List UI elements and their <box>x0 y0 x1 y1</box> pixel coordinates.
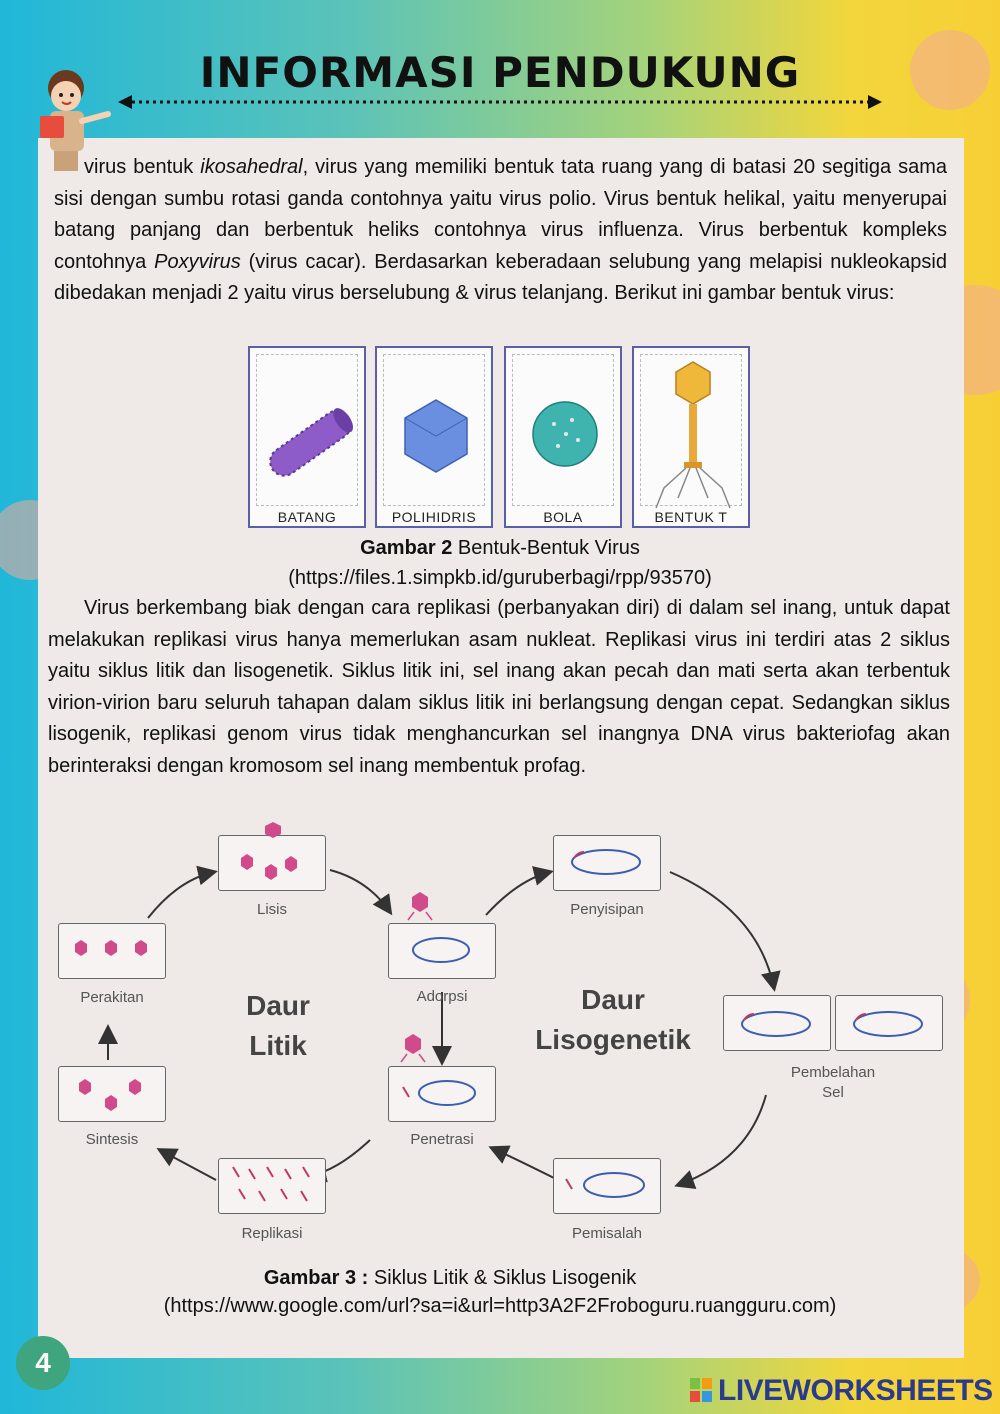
figure3-source: (https://www.google.com/url?sa=i&url=http3A2F2Froboguru.ruangguru.com) <box>163 1295 837 1317</box>
figure3-caption: Gambar 3 : Siklus Litik & Siklus Lisogenik <box>263 1267 637 1289</box>
intro-paragraph: virus bentuk ikosahedral, virus yang memiliki bentuk tata ruang yang di batasi 20 segitiga sama sisi dengan sumbu rotasi ganda contohnya yaitu virus polio. Virus bentuk helikal, yaitu menyerupai batang panjang dan berbentuk heliks contohnya virus influenza. Virus berbentuk kompleks contohnya Poxyvirus (virus cacar). Berdasarkan keberadaan selubung yang melapisi nukleokapsid dibedakan menjadi 2 yaitu virus berselubung & virus telanjang. Berikut ini gambar bentuk virus: <box>54 156 947 304</box>
label-pemisalah: Pemisalah <box>571 1225 643 1242</box>
virus-card-polihidris <box>375 346 493 528</box>
virus-card-batang <box>248 346 366 528</box>
page-number-badge: 4 <box>16 1336 70 1390</box>
virus-card-bola <box>504 346 622 528</box>
spherical-virus-icon <box>506 348 624 530</box>
daur-litik-title: Daur Litik <box>246 990 310 1061</box>
cell-perakitan <box>58 923 166 979</box>
label-lisis: Lisis <box>256 901 287 918</box>
virus-label: BOLA <box>543 509 583 525</box>
virus-label: BATANG <box>277 509 337 525</box>
virus-card-bentuk-t <box>632 346 750 528</box>
label-penyisipan: Penyisipan <box>570 901 644 918</box>
daur-lisogenetik-title: Daur Lisogenetik <box>535 984 691 1055</box>
assembled-phages-icon <box>59 924 164 977</box>
cell-adorpsi <box>388 923 496 979</box>
liveworksheets-logo <box>690 1372 993 1408</box>
label-adorpsi: Adorpsi <box>416 988 468 1005</box>
label-pembelahan-sel: Pembelahan Sel <box>790 1064 876 1101</box>
released-phage-icon <box>243 820 303 842</box>
cell-penetrasi <box>388 1066 496 1122</box>
liveworksheets-icon <box>690 1378 712 1402</box>
attaching-phage-icon <box>400 890 440 922</box>
phage-cluster-icon <box>219 836 324 889</box>
polyhedral-virus-icon <box>377 348 495 530</box>
label-sintesis: Sintesis <box>85 1131 139 1148</box>
title-underline-arrow <box>118 92 882 112</box>
replication-paragraph: Virus berkembang biak dengan cara replikasi (perbanyakan diri) di dalam sel inang, untuk dapat melakukan replikasi virus hanya memerlukan asam nukleat. Replikasi virus ini terdiri atas 2 siklus yaitu siklus litik dan lisogenetik. Siklus litik ini, sel inang akan pecah dan mati serta akan terbentuk virion-virion baru seluruh tahapan dalam siklus litik ini berlangsung dengan cepat. Sedangkan siklus lisogenik, replikasi genom virus tidak menghancurkan sel inangnya DNA virus bakteriofag akan berinteraksi dengan kromosom sel inang membentuk profag. <box>48 597 950 777</box>
cell-pembelahan-2 <box>835 995 943 1051</box>
synthesized-parts-icon <box>59 1067 164 1120</box>
figure2-source: (https://files.1.simpkb.id/guruberbagi/rpp/93570) <box>288 567 712 589</box>
page-title: INFORMASI PENDUKUNG <box>199 48 801 97</box>
host-dna-ellipse <box>413 938 469 962</box>
label-perakitan: Perakitan <box>80 989 144 1006</box>
liveworksheets-text: LIVEWORKSHEETS <box>718 1374 993 1407</box>
cell-lisis <box>218 835 326 891</box>
virus-label: BENTUK T <box>654 509 728 525</box>
cell-replikasi <box>218 1158 326 1214</box>
label-replikasi: Replikasi <box>241 1225 303 1242</box>
replicated-dna-icon <box>219 1159 324 1212</box>
cell-sintesis <box>58 1066 166 1122</box>
virus-label: POLIHIDRIS <box>391 509 477 525</box>
label-penetrasi: Penetrasi <box>410 1131 474 1148</box>
injecting-phage-icon <box>393 1032 433 1064</box>
cell-penyisipan <box>553 835 661 891</box>
cell-pemisalah <box>553 1158 661 1214</box>
rod-virus-icon <box>250 348 368 530</box>
lytic-lysogenic-cycle-diagram <box>38 820 964 1260</box>
figure2-caption: Gambar 2 Bentuk-Bentuk Virus <box>360 537 640 559</box>
bacteriophage-icon <box>634 348 752 530</box>
cell-pembelahan-1 <box>723 995 831 1051</box>
